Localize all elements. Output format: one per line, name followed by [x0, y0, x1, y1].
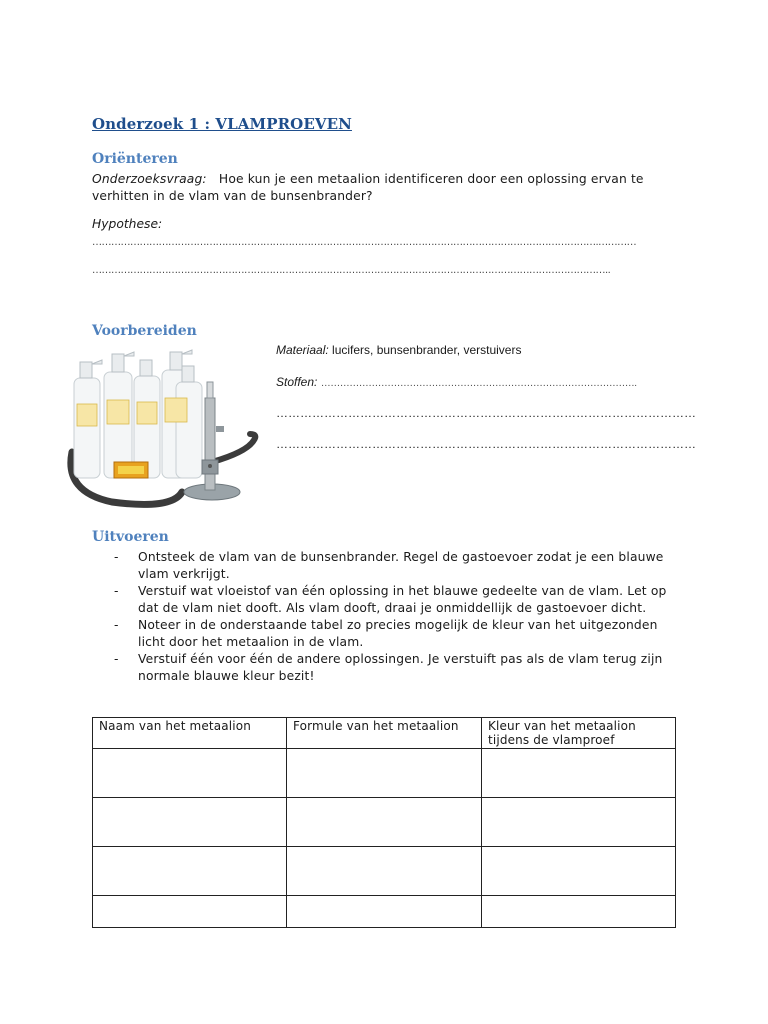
table-cell[interactable]: [93, 798, 287, 847]
table-cell[interactable]: [482, 749, 676, 798]
table-cell[interactable]: [287, 847, 482, 896]
step-text: Ontsteek de vlam van de bunsenbrander. Regel de gastoevoer zodat je een blauwe vlam verkrijgt.: [138, 550, 664, 581]
bullet-dash: -: [114, 652, 119, 666]
procedure-list: [92, 549, 682, 685]
stoffen-answer-line-3: ……………………………………………………………………………………………: [276, 437, 696, 451]
question-text: Hoe kun je een metaalion identificeren door een oplossing ervan te verhitten in de vlam van de bunsenbrander?: [92, 172, 644, 203]
table-cell[interactable]: [482, 896, 676, 928]
table-cell[interactable]: [287, 798, 482, 847]
list-item: [92, 617, 682, 651]
research-question: [92, 171, 682, 205]
stoffen-line: [276, 375, 637, 389]
stoffen-answer-line-2: ……………………………………………………………………………………………: [276, 406, 696, 420]
table-row: [93, 847, 676, 896]
column-header-formule: Formule van het metaalion: [287, 718, 482, 749]
heading-voorbereiden: Voorbereiden: [92, 323, 197, 339]
bunsen-burner-bottles-image: [62, 342, 262, 512]
list-item: [92, 651, 682, 685]
materiaal-label: Materiaal:: [276, 343, 329, 357]
question-label: Onderzoeksvraag:: [92, 172, 207, 186]
materiaal-value: lucifers, bunsenbrander, verstuivers: [332, 343, 522, 357]
bullet-dash: -: [114, 584, 119, 598]
materiaal-line: [276, 343, 521, 357]
hypothesis-label: Hypothese:: [92, 217, 163, 231]
list-item: [92, 549, 682, 583]
bullet-dash: -: [114, 618, 119, 632]
stoffen-label: Stoffen:: [276, 375, 318, 389]
step-text: Verstuif één voor één de andere oplossingen. Je verstuift pas als de vlam terug zijn normale blauwe kleur bezit!: [138, 652, 663, 683]
list-item: [92, 583, 682, 617]
stoffen-answer-line-1: ……………………………………………………………………………………….: [320, 378, 637, 389]
heading-uitvoeren: Uitvoeren: [92, 529, 169, 545]
table-row: [93, 798, 676, 847]
table-cell[interactable]: [482, 847, 676, 896]
page-title: Onderzoek 1 : VLAMPROEVEN: [92, 115, 352, 133]
table-cell[interactable]: [287, 749, 482, 798]
table-row: [93, 749, 676, 798]
step-text: Noteer in de onderstaande tabel zo precies mogelijk de kleur van het uitgezonden licht door het metaalion in de vlam.: [138, 618, 658, 649]
table-row: [93, 896, 676, 928]
heading-orienteren: Oriënteren: [92, 151, 178, 167]
step-text: Verstuif wat vloeistof van één oplossing in het blauwe gedeelte van de vlam. Let op dat de vlam niet dooft. Als vlam dooft, draai je onmiddellijk de gastoevoer dicht.: [138, 584, 667, 615]
column-header-kleur: Kleur van het metaalion tijdens de vlamproef: [482, 718, 676, 749]
table-cell[interactable]: [93, 847, 287, 896]
bullet-dash: -: [114, 550, 119, 564]
results-table: [92, 717, 676, 928]
column-header-naam: Naam van het metaalion: [93, 718, 287, 749]
hypothesis-answer-line-1: …………………………………………………………………………………………………………………………………………….…………: [92, 237, 637, 248]
table-cell[interactable]: [482, 798, 676, 847]
hypothesis-answer-line-2: ………………………………………………………………………………………………………………………………………………..: [92, 265, 611, 276]
table-cell[interactable]: [287, 896, 482, 928]
table-cell[interactable]: [93, 749, 287, 798]
table-cell[interactable]: [93, 896, 287, 928]
table-header-row: [93, 718, 676, 749]
